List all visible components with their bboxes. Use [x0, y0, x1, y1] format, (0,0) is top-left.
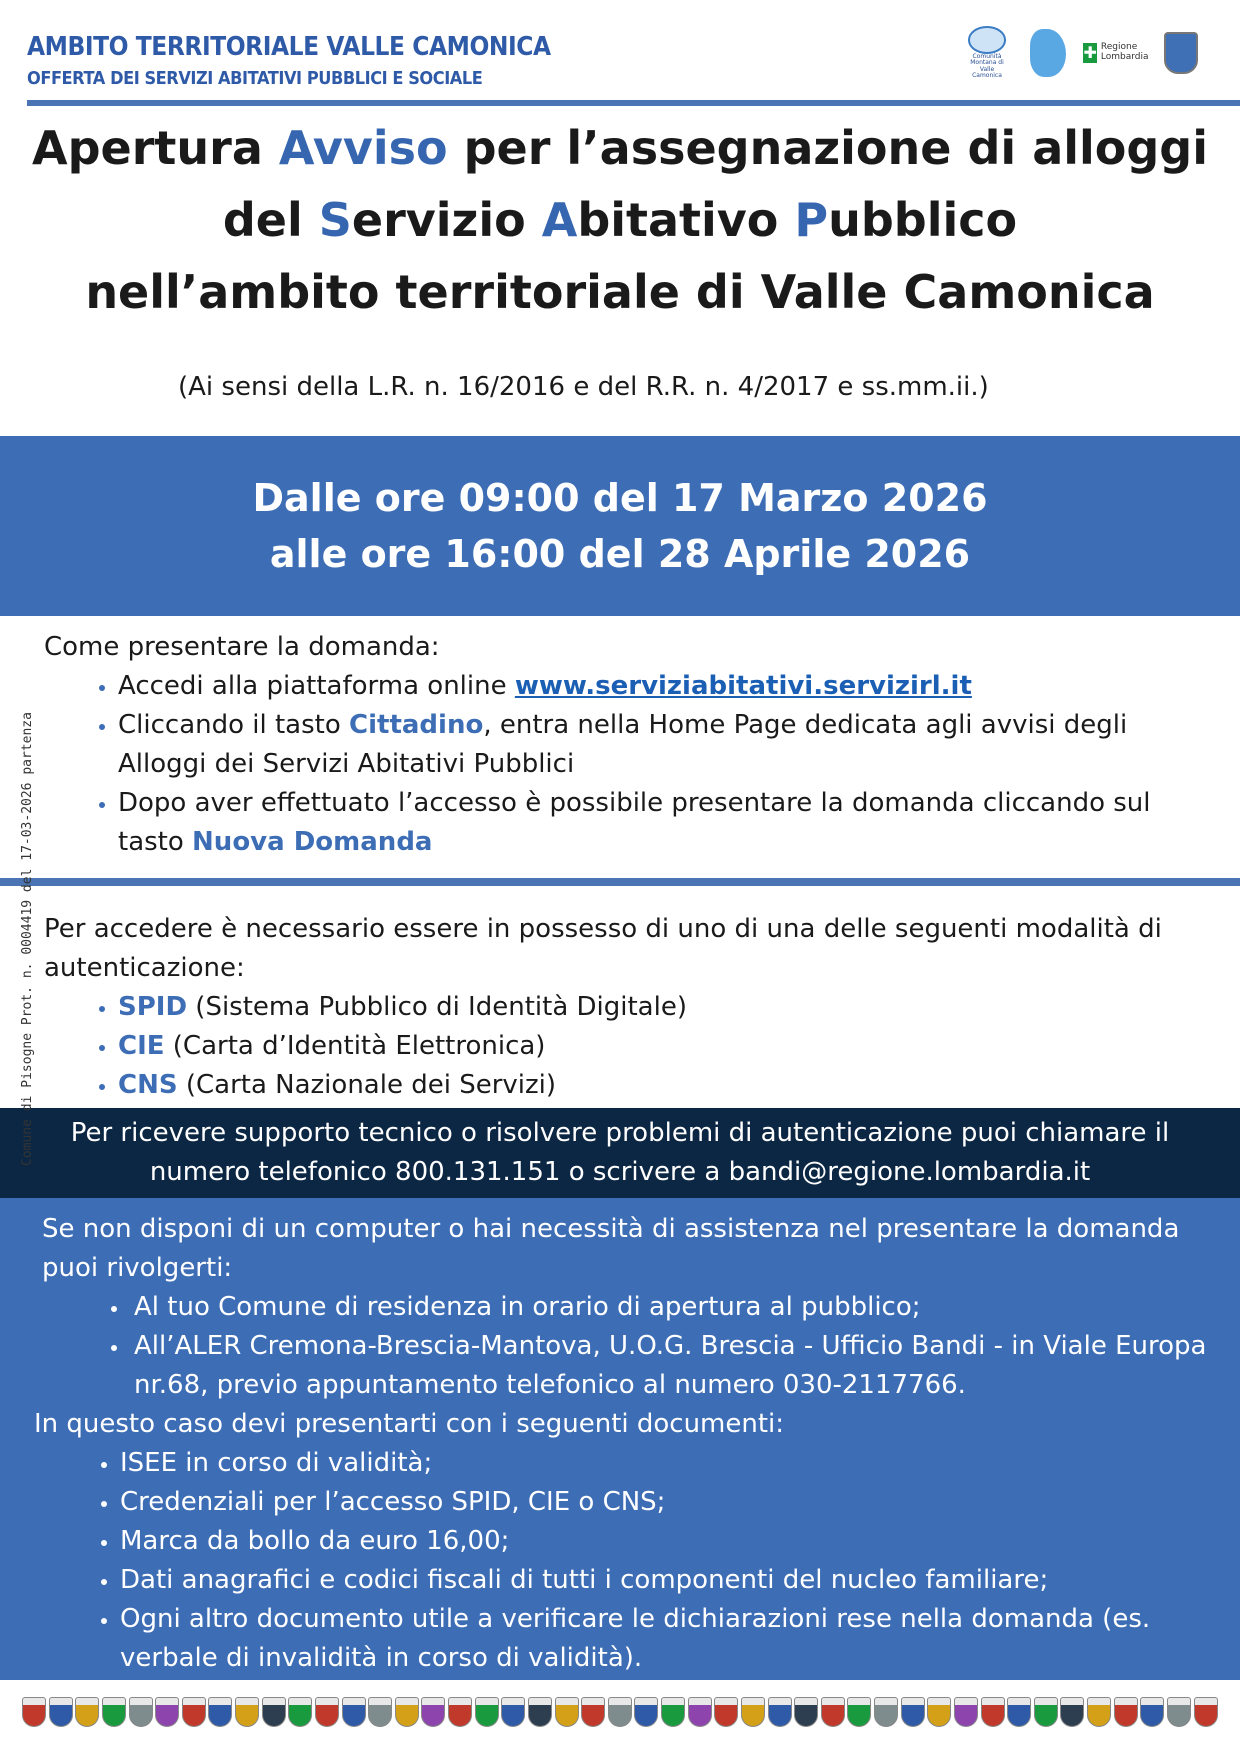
list-item: • CIE (Carta d’Identità Elettronica) — [118, 1027, 1194, 1066]
municipality-crest-icon — [235, 1697, 259, 1727]
municipality-crest-icon — [661, 1697, 685, 1727]
list-item: • Ogni altro documento utile a verificare le dichiarazioni rese nella domanda (es. verbale di invalidità in corso di validità). — [120, 1600, 1214, 1678]
municipality-crest-icon — [1140, 1697, 1164, 1727]
municipality-crest-icon — [954, 1697, 978, 1727]
municipality-crest-icon — [129, 1697, 153, 1727]
platform-link[interactable]: www.serviziabitativi.servizirl.it — [514, 671, 972, 701]
support-banner — [0, 1108, 1240, 1198]
org-name: AMBITO TERRITORIALE VALLE CAMONICA — [27, 32, 551, 62]
municipality-crest-icon — [1087, 1697, 1111, 1727]
municipality-crest-icon — [22, 1697, 46, 1727]
municipality-crest-icon — [1034, 1697, 1058, 1727]
municipality-crest-icon — [75, 1697, 99, 1727]
support-text: Per ricevere supporto tecnico o risolvere problemi di autenticazione puoi chiamare il numero telefonico 800.131.151 o scrivere a bandi@regione.lombardia.it — [70, 1118, 1170, 1187]
municipality-crest-icon — [634, 1697, 658, 1727]
municipality-crest-icon — [1114, 1697, 1138, 1727]
municipality-crest-icon — [927, 1697, 951, 1727]
logo-caption: Comunità Montana di Valle Camonica — [970, 52, 1004, 80]
municipality-crest-icon — [821, 1697, 845, 1727]
comunita-montana-logo — [964, 26, 1010, 80]
municipality-crest-icon — [555, 1697, 579, 1727]
list-item: • ISEE in corso di validità; — [120, 1444, 1214, 1483]
title-line-2: del Servizio Abitativo Pubblico — [222, 193, 1018, 247]
header-divider — [27, 100, 1240, 106]
municipality-crest-icon — [714, 1697, 738, 1727]
end-date: alle ore 16:00 del 28 Aprile 2026 — [269, 532, 971, 576]
municipality-crest-icon — [874, 1697, 898, 1727]
municipality-crest-icon — [475, 1697, 499, 1727]
list-item: • All’ALER Cremona-Brescia-Mantova, U.O.G. Brescia - Ufficio Bandi - in Viale Europa nr.68, previo appuntamento telefonico al numero 030-2117766. — [130, 1327, 1214, 1405]
auth-list — [44, 988, 1194, 1105]
municipality-crest-icon — [688, 1697, 712, 1727]
how-to-heading: Come presentare la domanda: — [44, 632, 440, 662]
list-item: • Marca da bollo da euro 16,00; — [120, 1522, 1214, 1561]
municipality-crest-icon — [501, 1697, 525, 1727]
assistance-intro: Se non disponi di un computer o hai necessità di assistenza nel presentare la domanda puoi rivolgerti: — [42, 1214, 1180, 1283]
list-item: • Dati anagrafici e codici fiscali di tutti i componenti del nucleo familiare; — [120, 1561, 1214, 1600]
municipality-crest-icon — [528, 1697, 552, 1727]
list-item: • Accedi alla piattaforma online www.serviziabitativi.servizirl.it — [118, 667, 1194, 706]
list-item: • Cliccando il tasto Cittadino, entra nella Home Page dedicata agli avvisi degli Alloggi dei Servizi Abitativi Pubblici — [118, 706, 1194, 784]
municipality-crest-icon — [1060, 1697, 1084, 1727]
list-item: • SPID (Sistema Pubblico di Identità Digitale) — [118, 988, 1194, 1027]
section-divider — [0, 878, 1240, 886]
municipality-crest-icon — [608, 1697, 632, 1727]
assistance-places — [34, 1288, 1214, 1405]
auth-heading: Per accedere è necessario essere in possesso di uno di una delle seguenti modalità di autenticazione: — [44, 914, 1162, 983]
municipality-crest-icon — [102, 1697, 126, 1727]
title-line-3: nell’ambito territoriale di Valle Camonica — [85, 265, 1155, 319]
org-subtitle: OFFERTA DEI SERVIZI ABITATIVI PUBBLICI E SOCIALE — [27, 68, 483, 89]
logo-caption: Regione Lombardia — [1100, 42, 1149, 62]
municipality-crest-icon — [794, 1697, 818, 1727]
municipality-crest-icon — [1007, 1697, 1031, 1727]
municipality-crest-icon — [395, 1697, 419, 1727]
municipality-crest-icon — [182, 1697, 206, 1727]
municipality-crest-icon — [49, 1697, 73, 1727]
valle-camonica-logo — [1026, 26, 1070, 80]
authentication-section — [44, 910, 1194, 1105]
title-line-1: Apertura Avviso per l’assegnazione di alloggi — [32, 121, 1208, 175]
legal-reference: (Ai sensi della L.R. n. 16/2016 e del R.R. n. 4/2017 e ss.mm.ii.) — [178, 372, 989, 402]
municipality-crest-icon — [981, 1697, 1005, 1727]
municipality-crest-icon — [741, 1697, 765, 1727]
municipality-crest-icon — [1194, 1697, 1218, 1727]
dates-banner — [0, 436, 1240, 616]
page-title — [0, 112, 1240, 328]
how-to-list — [44, 667, 1194, 862]
documents-intro: In questo caso devi presentarti con i seguenti documenti: — [34, 1409, 785, 1439]
list-item: • Dopo aver effettuato l’accesso è possibile presentare la domanda cliccando sul tasto Nuova Domanda — [118, 784, 1194, 862]
municipality-crest-icon — [342, 1697, 366, 1727]
list-item: • Credenziali per l’accesso SPID, CIE o CNS; — [120, 1483, 1214, 1522]
protocol-stamp: Comune di Pisogne Prot. n. 0004419 del 17-03-2026 partenza — [20, 712, 35, 1166]
how-to-apply-section — [44, 628, 1194, 862]
municipality-crest-icon — [847, 1697, 871, 1727]
municipality-crest-icon — [262, 1697, 286, 1727]
municipality-crest-icon — [208, 1697, 232, 1727]
comune-crest-logo — [1162, 26, 1200, 80]
start-date: Dalle ore 09:00 del 17 Marzo 2026 — [252, 476, 988, 520]
municipality-crest-icon — [288, 1697, 312, 1727]
municipality-crest-icon — [421, 1697, 445, 1727]
municipality-crest-icon — [155, 1697, 179, 1727]
regione-lombardia-logo: ✚ Regione Lombardia — [1083, 42, 1149, 63]
municipality-crest-icon — [581, 1697, 605, 1727]
assistance-section — [0, 1198, 1240, 1680]
documents-list — [34, 1444, 1214, 1678]
list-item: • CNS (Carta Nazionale dei Servizi) — [118, 1066, 1194, 1105]
list-item: • Al tuo Comune di residenza in orario di apertura al pubblico; — [130, 1288, 1214, 1327]
municipality-crest-icon — [901, 1697, 925, 1727]
municipality-crest-icon — [1167, 1697, 1191, 1727]
municipality-crest-icon — [368, 1697, 392, 1727]
municipality-crest-icon — [315, 1697, 339, 1727]
municipality-crest-icon — [448, 1697, 472, 1727]
municipality-crests — [22, 1692, 1218, 1732]
municipality-crest-icon — [768, 1697, 792, 1727]
partner-logos — [964, 24, 1200, 82]
